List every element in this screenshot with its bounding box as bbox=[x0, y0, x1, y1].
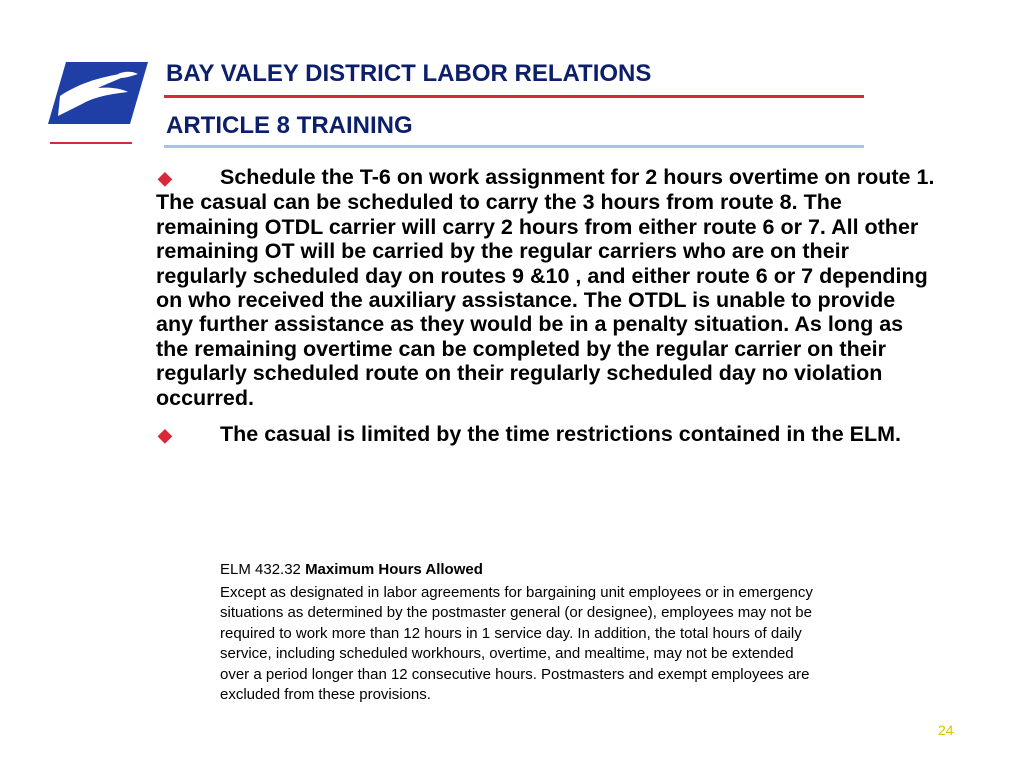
logo-underline bbox=[50, 142, 132, 144]
page-number: 24 bbox=[938, 722, 954, 738]
diamond-bullet-icon: ◆ bbox=[158, 168, 172, 188]
bullet-text: Schedule the T-6 on work assignment for 2 hours overtime on route 1. The casual can be scheduled to carry the 3 hours from route 8. The remaining OTDL carrier will carry 2 hours from either route 6 or 7. All other remaining OT will be carried by the regular carriers who are on their regularly scheduled day on routes 9 &10 , and either route 6 or 7 depending on who received the auxiliary assistance. The OTDL is unable to provide any further assistance as they would be in a penalty situation. As long as the remaining overtime can be completed by the regular carrier on their regularly scheduled route on their regularly scheduled day no violation occurred. bbox=[156, 165, 935, 410]
elm-heading bbox=[220, 560, 820, 581]
bullet-list bbox=[156, 165, 936, 459]
usps-eagle-logo-icon bbox=[48, 62, 148, 124]
elm-body: Except as designated in labor agreements for bargaining unit employees or in emergency situations as determined by the postmaster general (or designee), employees may not be required to work more than 12 hours in 1 service day. In addition, the total hours of daily service, including scheduled workhours, overtime, and mealtime, may not be extended over a period longer than 12 consecutive hours. Postmasters and exempt employees are excluded from these provisions. bbox=[220, 583, 813, 703]
page-title: BAY VALEY DISTRICT LABOR RELATIONS bbox=[166, 60, 652, 87]
elm-heading-title: Maximum Hours Allowed bbox=[305, 561, 483, 578]
page-subtitle: ARTICLE 8 TRAINING bbox=[166, 112, 413, 139]
bullet-item bbox=[156, 165, 936, 410]
bullet-text: The casual is limited by the time restrictions contained in the ELM. bbox=[220, 422, 901, 447]
elm-reference: ELM 432.32 bbox=[220, 561, 306, 578]
diamond-bullet-icon: ◆ bbox=[158, 425, 172, 446]
bullet-item bbox=[156, 422, 936, 447]
title-divider-red bbox=[164, 95, 864, 98]
elm-excerpt bbox=[220, 560, 820, 706]
subtitle-divider-blue bbox=[164, 145, 864, 148]
